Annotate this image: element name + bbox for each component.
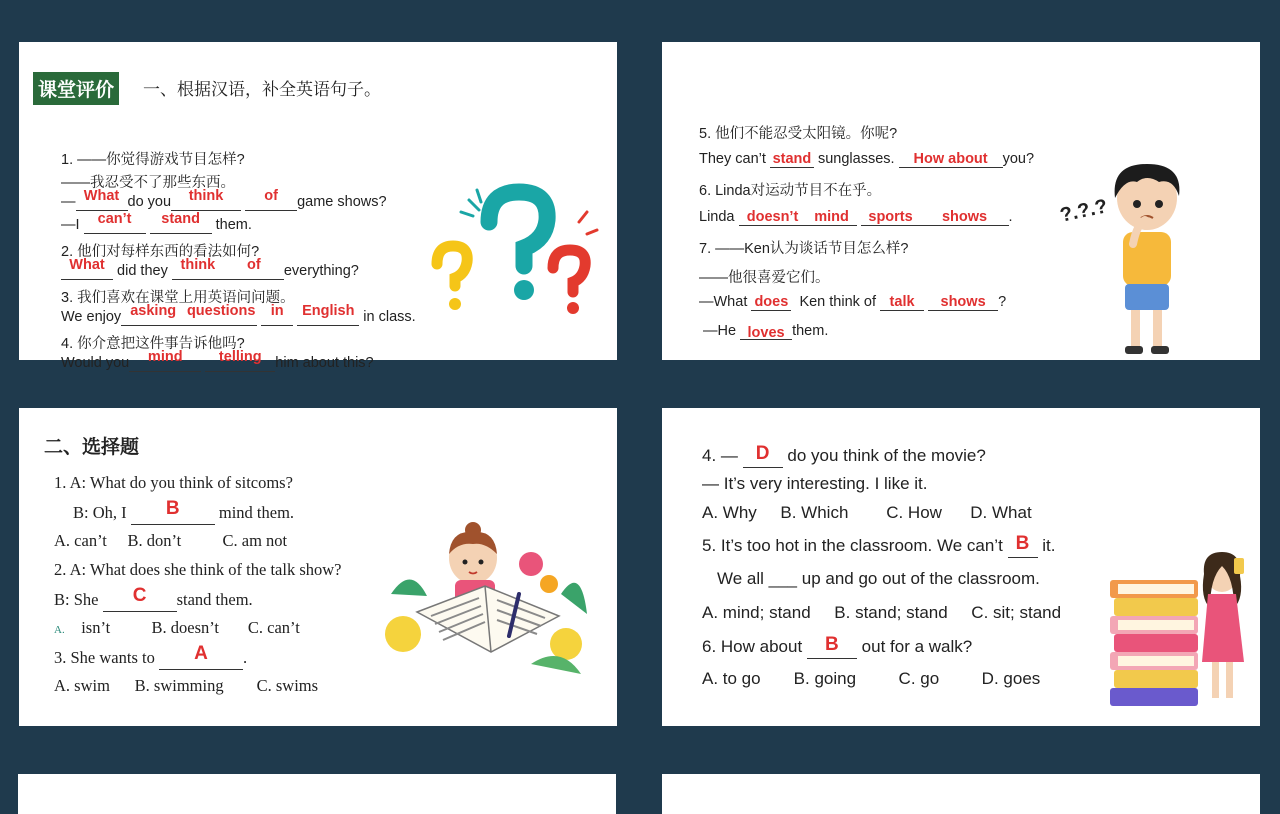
blank (880, 294, 924, 311)
blank (861, 209, 921, 226)
answer-line (702, 445, 986, 468)
text: Ken think of (799, 294, 877, 310)
answer: mind (147, 349, 183, 365)
options (54, 618, 300, 638)
answer-line (699, 151, 1034, 168)
answer-line (702, 535, 1056, 558)
text: —What (699, 294, 748, 310)
text: ? (998, 294, 1007, 310)
blank (770, 151, 814, 168)
answer: C (132, 585, 147, 606)
text: B: She (54, 590, 99, 609)
answer-line (61, 188, 387, 211)
slide-thumbnail-6[interactable] (644, 754, 1280, 800)
text: mind them. (218, 503, 295, 522)
question-line: 2. A: What does she think of the talk show? (54, 560, 342, 579)
text: . (1008, 209, 1013, 225)
answer: does (754, 294, 789, 310)
text: sunglasses. (817, 151, 895, 167)
answer: B (1015, 533, 1030, 554)
answer-line (703, 323, 828, 340)
slide-thumbnail-3[interactable] (0, 388, 636, 746)
thinking-boy-illustration (1107, 162, 1187, 358)
text: everything? (283, 263, 359, 279)
blank (297, 303, 359, 326)
blank (84, 211, 146, 234)
blank (171, 188, 241, 211)
question-line: 1. A: What do you think of sitcoms? (54, 473, 293, 492)
exercise-heading: 一、根据汉语，补全英语句子。 (143, 80, 381, 99)
blank (129, 349, 201, 372)
blank (61, 257, 113, 280)
answer: in (270, 303, 284, 319)
answer: B (165, 498, 180, 519)
text: We enjoy (61, 309, 122, 325)
answer: doesn’t (746, 209, 799, 225)
blank (172, 257, 224, 280)
reply-line: — It’s very interesting. I like it. (702, 474, 928, 493)
answer: How about (913, 151, 988, 167)
question-cn: 5. 他们不能忍受太阳镜。你呢? (699, 126, 898, 142)
blank (743, 445, 783, 468)
slide-content (662, 42, 1260, 360)
question-cn: 7. ——Ken认为谈话节目怎么样? (699, 241, 909, 257)
text: —He (703, 323, 737, 339)
question-cn: ——他很喜爱它们。 (699, 270, 830, 286)
blank (921, 209, 1009, 226)
thought-marks: ?.?.? (1058, 195, 1110, 227)
question-line: We all ___ up and go out of the classroom. (717, 569, 1040, 588)
text: 3. She wants to (54, 648, 155, 667)
answer: D (755, 443, 770, 464)
question-cn: ——我忍受不了那些东西。 (61, 175, 235, 191)
answer: B (825, 634, 839, 655)
answer: mind (814, 209, 849, 225)
text: stand them. (176, 590, 253, 609)
answer: shows (941, 209, 988, 225)
answer: of (247, 257, 261, 273)
text: do you (127, 194, 172, 210)
slide-content (19, 42, 617, 371)
answer: questions (186, 303, 256, 319)
question-marks-icon (429, 182, 599, 317)
answer: asking (130, 303, 177, 319)
answer: think (188, 188, 224, 204)
text: isn’t B. doesn’t C. can’t (81, 618, 300, 637)
blank (751, 294, 791, 311)
options: A. Why B. Which C. How D. What (702, 503, 1032, 522)
text: him about this? (275, 355, 374, 371)
answer-line (699, 294, 1006, 311)
answer-line (699, 209, 1013, 226)
answer-line (61, 211, 252, 234)
answer-line (61, 303, 416, 326)
answer: What (83, 188, 120, 204)
answer: of (264, 188, 278, 204)
answer-line (54, 643, 248, 670)
slide-thumbnail-2[interactable] (644, 22, 1280, 380)
text: in class. (363, 309, 416, 325)
answer: loves (747, 325, 785, 341)
blank (150, 211, 212, 234)
answer: stand (772, 151, 812, 167)
options: A. swim B. swimming C. swims (54, 676, 319, 695)
answer-line (73, 498, 295, 525)
blank (807, 636, 857, 659)
slide-thumbnail-4[interactable] (644, 388, 1280, 746)
text: Linda (699, 209, 735, 225)
question-cn: 1. ——你觉得游戏节目怎样? (61, 152, 245, 168)
answer: talk (889, 294, 915, 310)
text: B: Oh, I (73, 503, 127, 522)
answer: shows (940, 294, 986, 310)
options: A. mind; stand B. stand; stand C. sit; stand (702, 603, 1062, 622)
blank (121, 303, 185, 326)
answer-line (54, 585, 253, 612)
text: 5. It’s too hot in the classroom. We can’t (702, 536, 1003, 555)
text: it. (1042, 536, 1056, 555)
answer: think (180, 257, 216, 273)
blank (131, 498, 215, 525)
slide-thumbnail-5[interactable] (0, 754, 636, 800)
options: A. can’t B. don’t C. am not (54, 531, 288, 550)
blank (928, 294, 998, 311)
blank (807, 209, 857, 226)
question-cn: 6. Linda对运动节目不在乎。 (699, 183, 882, 199)
answer: telling (218, 349, 262, 365)
slide-thumbnail-1[interactable] (0, 22, 636, 380)
text: — (61, 194, 76, 210)
text: —I (61, 217, 80, 233)
answer-line (702, 636, 972, 659)
text: . (242, 648, 248, 667)
text: them. (792, 323, 829, 339)
answer: A (194, 643, 208, 664)
options: A. to go B. going C. go D. goes (702, 669, 1041, 688)
slide-content (662, 408, 1260, 726)
question-cn: 4. 你介意把这件事告诉他吗? (61, 336, 245, 352)
section-heading: 二、选择题 (44, 437, 140, 458)
text: 4. — (702, 446, 738, 465)
books-girl-illustration (1110, 538, 1260, 708)
blank (159, 643, 243, 670)
option-letter: A. (54, 624, 65, 636)
text: did they (117, 263, 168, 279)
answer: can’t (97, 211, 132, 227)
answer-line (61, 257, 359, 280)
text: do you think of the movie? (787, 446, 986, 465)
blank (740, 323, 792, 340)
text: game shows? (297, 194, 387, 210)
blank (245, 188, 297, 211)
blank (899, 151, 1003, 168)
text: They can’t (699, 151, 766, 167)
answer: stand (161, 211, 200, 227)
blank (1008, 535, 1038, 558)
blank (103, 585, 177, 612)
text: out for a walk? (861, 637, 973, 656)
text: 6. How about (702, 637, 803, 656)
blank (185, 303, 257, 326)
reading-girl-illustration (381, 524, 591, 689)
slide-content (18, 774, 616, 814)
slide-content (19, 408, 617, 726)
blank (224, 257, 284, 280)
blank (739, 209, 807, 226)
answer: sports (868, 209, 913, 225)
question-cn: 2. 他们对每样东西的看法如何? (61, 244, 260, 260)
text: you? (1002, 151, 1035, 167)
slide-content (662, 774, 1260, 814)
blank (261, 303, 293, 326)
section-badge: 课堂评价 (33, 72, 119, 105)
blank (205, 349, 275, 372)
blank (76, 188, 128, 211)
text: Would you (61, 355, 130, 371)
question-cn: 3. 我们喜欢在课堂上用英语问问题。 (61, 290, 295, 306)
answer-line (61, 349, 374, 372)
text: them. (215, 217, 252, 233)
answer: What (69, 257, 105, 273)
answer: English (302, 303, 355, 319)
